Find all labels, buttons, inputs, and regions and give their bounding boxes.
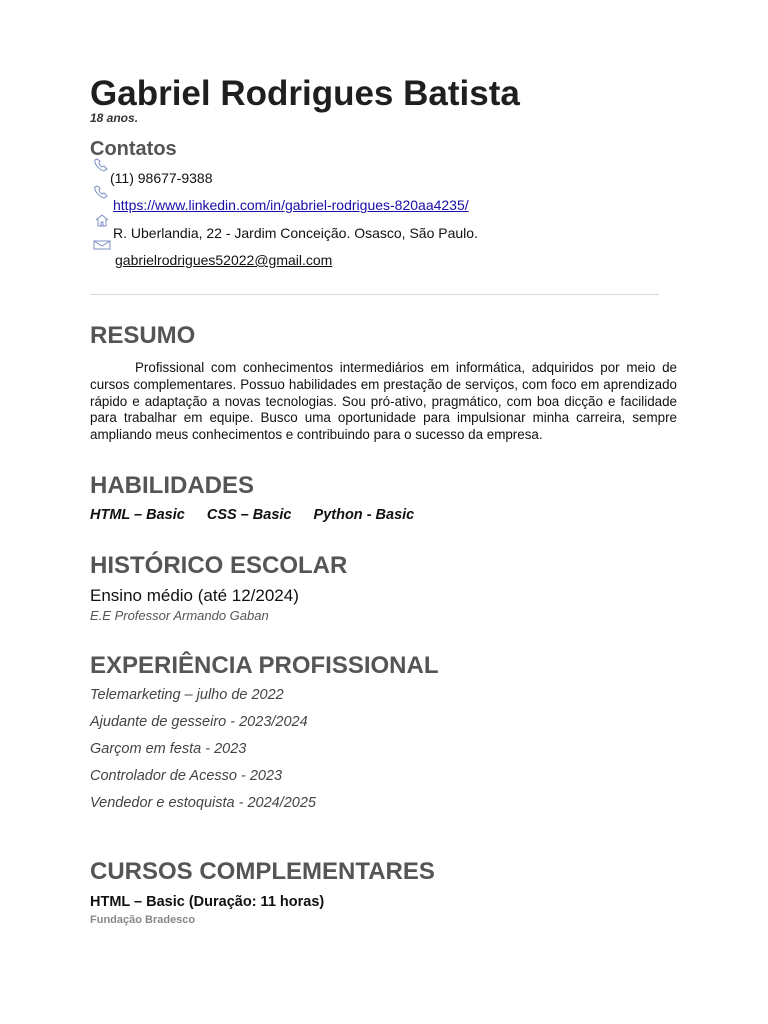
home-icon bbox=[92, 213, 112, 229]
phone-number: (11) 98677-9388 bbox=[110, 170, 213, 186]
phone-icon bbox=[92, 158, 112, 174]
contacts-heading: Contatos bbox=[90, 138, 177, 160]
skill-item: Python - Basic bbox=[313, 507, 415, 523]
job-item: Controlador de Acesso - 2023 bbox=[90, 768, 283, 784]
summary-heading: RESUMO bbox=[90, 322, 196, 349]
candidate-name: Gabriel Rodrigues Batista bbox=[90, 74, 520, 113]
education-heading: HISTÓRICO ESCOLAR bbox=[90, 552, 348, 579]
linkedin-link[interactable]: https://www.linkedin.com/in/gabriel-rodrigues-820aa4235/ bbox=[113, 197, 469, 213]
address-text: R. Uberlandia, 22 - Jardim Conceição. Osasco, São Paulo. bbox=[113, 225, 478, 241]
courses-heading: CURSOS COMPLEMENTARES bbox=[90, 858, 435, 885]
course-institution: Fundação Bradesco bbox=[90, 914, 196, 926]
experience-heading: EXPERIÊNCIA PROFISSIONAL bbox=[90, 652, 439, 679]
education-school: E.E Professor Armando Gaban bbox=[90, 608, 269, 623]
skill-item: HTML – Basic bbox=[90, 507, 185, 523]
job-item: Telemarketing – julho de 2022 bbox=[90, 687, 284, 703]
section-divider bbox=[90, 294, 659, 295]
job-item: Garçom em festa - 2023 bbox=[90, 741, 247, 757]
skill-item: CSS – Basic bbox=[206, 507, 292, 523]
candidate-age: 18 anos. bbox=[90, 111, 139, 125]
email-link[interactable]: gabrielrodrigues52022@gmail.com bbox=[115, 252, 333, 268]
skills-heading: HABILIDADES bbox=[90, 472, 255, 499]
skills-list bbox=[90, 507, 432, 523]
job-item: Vendedor e estoquista - 2024/2025 bbox=[90, 795, 316, 811]
phone-icon bbox=[92, 185, 112, 201]
course-name: HTML – Basic (Duração: 11 horas) bbox=[90, 894, 325, 910]
education-level: Ensino médio (até 12/2024) bbox=[90, 586, 299, 605]
mail-icon bbox=[92, 237, 112, 253]
summary-text: Profissional com conhecimentos intermediários em informática, adquiridos por meio de cursos complementares. Possuo habilidades em prestação de serviços, com foco em aprendizado rápido e adaptação a novas tecnologias. Sou pró-ativo, pragmático, com boa dicção e facilidade para trabalhar em equipe. Busco uma oportunidade para impulsionar minha carreira, sempre ampliando meus conhecimentos e contribuindo para o sucesso da empresa. bbox=[90, 360, 677, 443]
job-item: Ajudante de gesseiro - 2023/2024 bbox=[90, 714, 308, 730]
